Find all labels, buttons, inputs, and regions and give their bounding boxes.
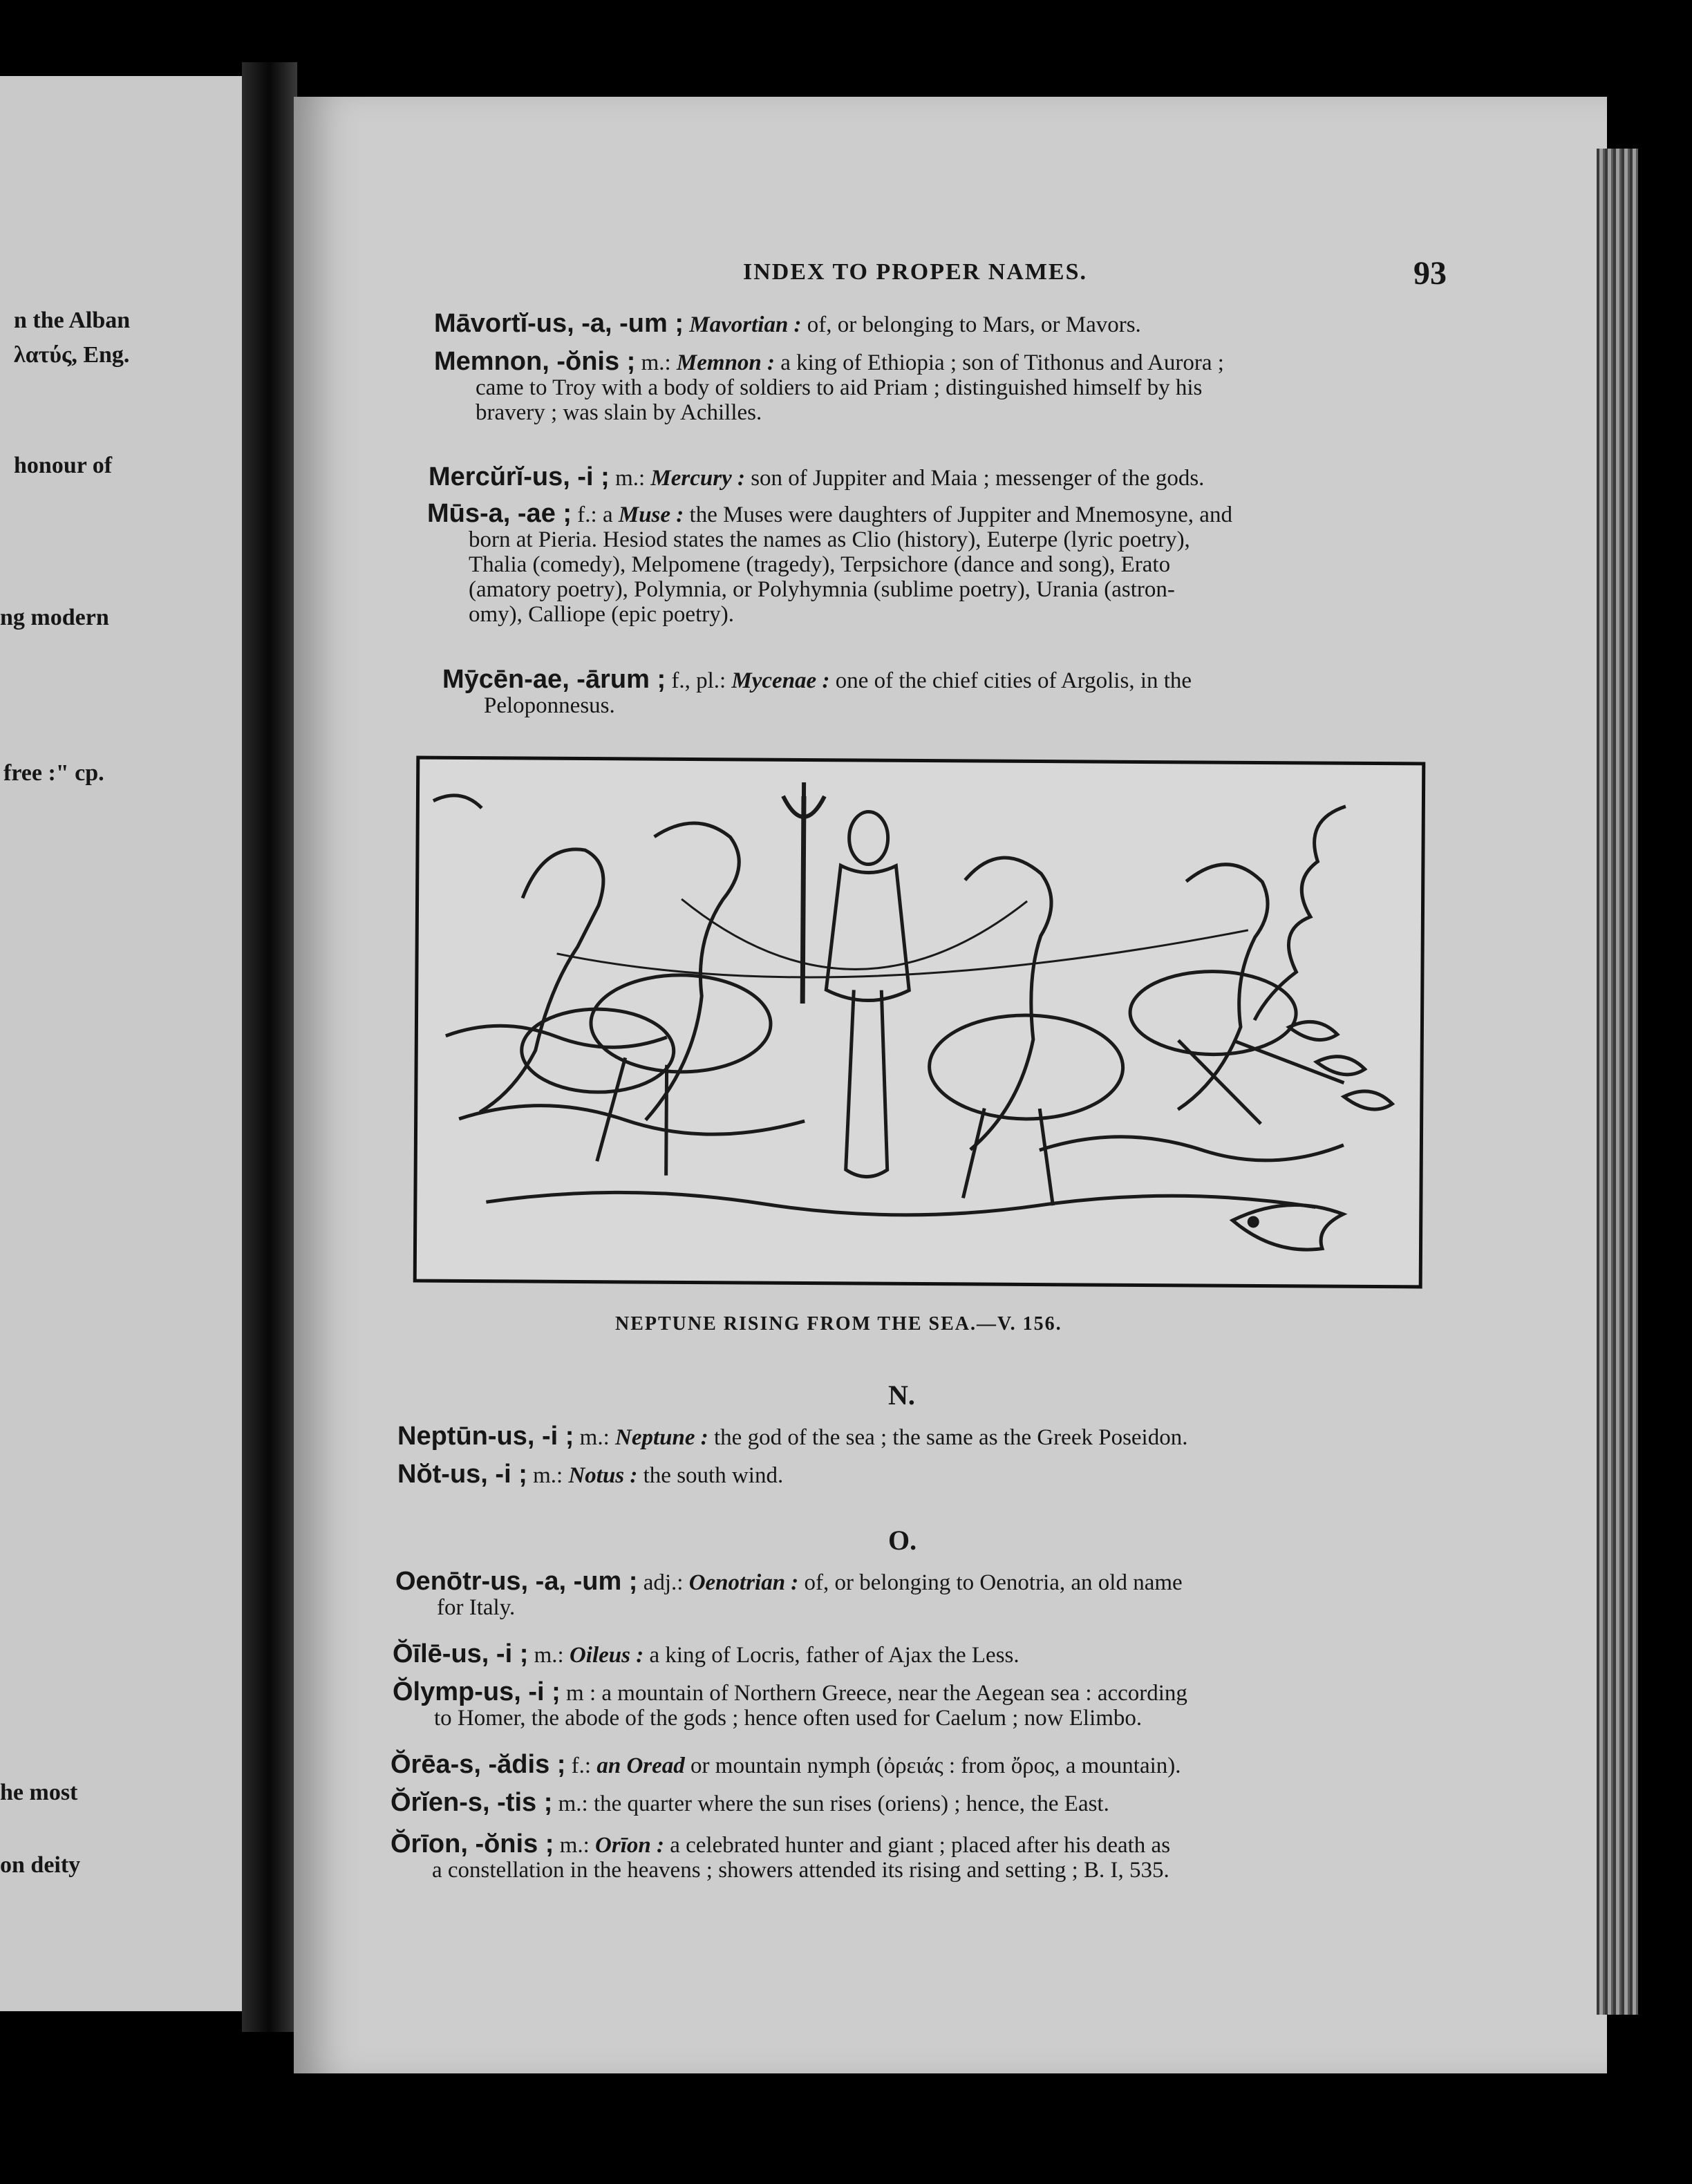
running-header: INDEX TO PROPER NAMES. xyxy=(743,259,1088,285)
translation: an Oread xyxy=(596,1753,685,1778)
headword: Ŏīlē-us, -i ; xyxy=(393,1639,529,1668)
grammar: f.: a xyxy=(577,502,613,527)
definition-continued: came to Troy with a body of soldiers to aid Priam ; distinguished himself by his xyxy=(476,375,1203,400)
entry-oreas xyxy=(391,1752,1181,1778)
definition: the Muses were daughters of Juppiter and Mnemosyne, and xyxy=(689,502,1232,527)
headword: Ŏrīon, -ŏnis ; xyxy=(391,1829,554,1858)
headword: Memnon, -ŏnis ; xyxy=(434,347,636,376)
definition-continued: (amatory poetry), Polymnia, or Polyhymnia (sublime poetry), Urania (astron- xyxy=(469,577,1175,602)
figure-caption: NEPTUNE RISING FROM THE SEA.—V. 156. xyxy=(615,1313,1062,1335)
entry-notus xyxy=(397,1462,783,1488)
grammar: m.: xyxy=(533,1463,563,1488)
translation: Memnon : xyxy=(676,350,776,375)
definition: the god of the sea ; the same as the Greek Poseidon. xyxy=(714,1425,1188,1450)
entry-neptunus xyxy=(397,1424,1187,1450)
headword: Mercŭrĭ-us, -i ; xyxy=(429,462,610,491)
translation: Notus : xyxy=(568,1463,638,1488)
page-edges xyxy=(1597,149,1638,2015)
entry-mavortius xyxy=(434,311,1141,337)
headword: Oenōtr-us, -a, -um ; xyxy=(395,1567,638,1596)
entry-mercurius xyxy=(429,464,1204,491)
definition-continued: bravery ; was slain by Achilles. xyxy=(476,400,762,425)
page-number: 93 xyxy=(1413,255,1447,292)
translation: Mavortian : xyxy=(689,312,802,337)
left-fragment: on deity xyxy=(0,1852,81,1878)
entry-oenotrus xyxy=(395,1569,1183,1620)
headword: Ŏrĭen-s, -tis ; xyxy=(391,1788,553,1817)
grammar: m.: xyxy=(559,1833,590,1858)
headword: Ŏrēa-s, -ădis ; xyxy=(391,1750,566,1779)
entry-olympus xyxy=(393,1679,1187,1731)
translation: Mercury : xyxy=(650,466,745,491)
definition: a mountain of Northern Greece, near the Aegean sea : according xyxy=(601,1681,1187,1706)
headword: Māvortĭ-us, -a, -um ; xyxy=(434,309,684,338)
definition: of, or belonging to Oenotria, an old name xyxy=(804,1570,1183,1595)
left-fragment: n the Alban xyxy=(14,308,131,333)
grammar: m.: xyxy=(615,466,646,491)
translation: Mycenae : xyxy=(731,668,830,693)
headword: Mūs-a, -ae ; xyxy=(427,499,572,528)
definition-continued: omy), Calliope (epic poetry). xyxy=(469,602,734,627)
grammar: m.: xyxy=(579,1425,610,1450)
definition: a king of Ethiopia ; son of Tithonus and Aurora ; xyxy=(780,350,1224,375)
definition: a celebrated hunter and giant ; placed after his death as xyxy=(670,1833,1171,1858)
entry-musa xyxy=(427,501,1232,627)
section-letter-o: O. xyxy=(888,1525,917,1556)
entry-memnon xyxy=(434,349,1224,425)
left-page xyxy=(0,76,242,2011)
translation: Oenotrian : xyxy=(688,1570,799,1595)
grammar: adj.: xyxy=(643,1570,684,1595)
definition: one of the chief cities of Argolis, in the xyxy=(835,668,1192,693)
entry-mycenae xyxy=(442,667,1192,718)
grammar: m : xyxy=(566,1681,596,1706)
definition-continued: Peloponnesus. xyxy=(484,693,615,718)
grammar: m.: xyxy=(641,350,671,375)
definition-continued: a constellation in the heavens ; showers attended its rising and setting ; B. I, 535. xyxy=(432,1858,1169,1883)
headword: Neptūn-us, -i ; xyxy=(397,1422,574,1451)
headword: Nŏt-us, -i ; xyxy=(397,1460,527,1489)
definition: of, or belonging to Mars, or Mavors. xyxy=(807,312,1141,337)
definition: the quarter where the sun rises (oriens) ; hence, the East. xyxy=(593,1791,1109,1816)
engraving-illustration xyxy=(417,760,1422,1286)
grammar: m.: xyxy=(558,1791,588,1816)
left-fragment: free :" cp. xyxy=(3,760,104,786)
left-fragment: λατύς, Eng. xyxy=(14,342,130,368)
entry-orion xyxy=(391,1829,1171,1883)
translation: Muse : xyxy=(618,502,684,527)
translation: Orīon : xyxy=(595,1833,664,1858)
definition-continued: born at Pieria. Hesiod states the names as Clio (history), Euterpe (lyric poetry), xyxy=(469,527,1190,552)
left-fragment: honour of xyxy=(14,453,113,478)
neptune-engraving xyxy=(413,756,1426,1289)
definition-continued: to Homer, the abode of the gods ; hence often used for Caelum ; now Elimbo. xyxy=(434,1706,1143,1731)
left-fragment: ng modern xyxy=(0,605,109,630)
definition-continued: Thalia (comedy), Melpomene (tragedy), Terpsichore (dance and song), Erato xyxy=(469,552,1171,577)
definition-continued: for Italy. xyxy=(437,1595,516,1620)
left-fragment: he most xyxy=(0,1780,78,1805)
grammar: m.: xyxy=(534,1643,564,1668)
book-gutter xyxy=(242,62,297,2032)
headword: Ŏlymp-us, -i ; xyxy=(393,1677,561,1706)
definition: a king of Locris, father of Ajax the Less. xyxy=(649,1643,1019,1668)
grammar: f., pl.: xyxy=(671,668,726,693)
section-letter-n: N. xyxy=(888,1380,915,1411)
definition: or mountain nymph (ὀρειάς : from ὄρος, a mountain). xyxy=(690,1753,1181,1778)
headword: Mȳcēn-ae, -ārum ; xyxy=(442,665,666,694)
translation: Neptune : xyxy=(615,1425,708,1450)
entry-oileus xyxy=(393,1641,1019,1668)
definition: the south wind. xyxy=(643,1463,784,1488)
grammar: f.: xyxy=(571,1753,592,1778)
entry-oriens xyxy=(391,1790,1109,1816)
definition: son of Juppiter and Maia ; messenger of the gods. xyxy=(751,466,1205,491)
translation: Oileus : xyxy=(569,1643,644,1668)
